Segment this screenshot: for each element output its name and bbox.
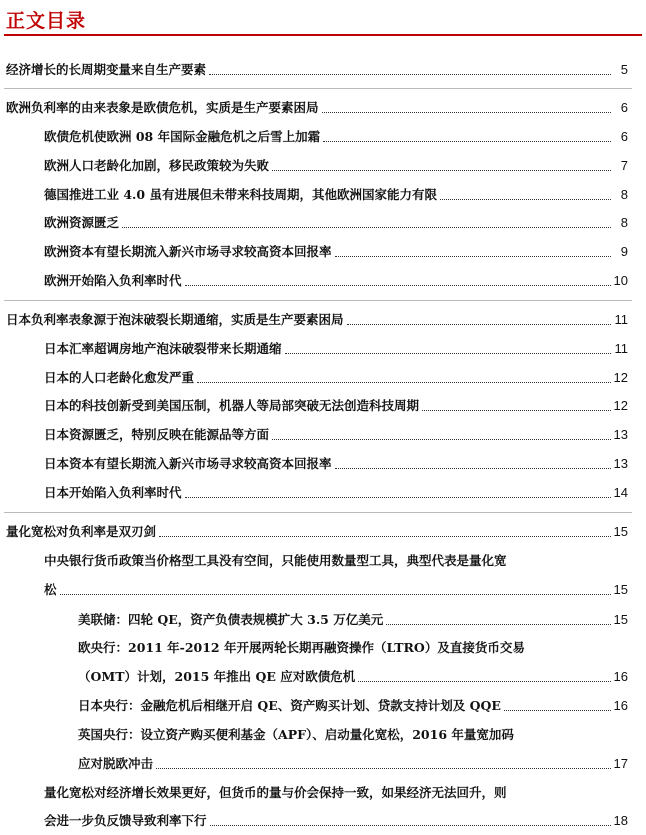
- toc-entry-text: 日本开始陷入负利率时代: [44, 485, 182, 500]
- toc-entry-text: 日本资源匮乏，特别反映在能源品等方面: [44, 427, 270, 442]
- toc-entry-japan-resources[interactable]: [44, 427, 628, 443]
- toc-entry-text: （OMT）计划，2015 年推出 QE 应对欧债危机: [78, 669, 356, 684]
- toc-entry-text-line2: [44, 813, 628, 829]
- section-divider: [4, 88, 632, 89]
- dot-leader: [504, 710, 611, 711]
- toc-entry-text: 欧洲人口老龄化加剧，移民政策较为失败: [44, 158, 270, 173]
- dot-leader: [272, 439, 611, 440]
- toc-entry-text-line2: [44, 582, 628, 598]
- toc-entry-text: 日本央行：金融危机后相继开启 QE、资产购买计划、贷款支持计划及 QQE: [78, 698, 501, 713]
- dot-leader: [285, 353, 611, 354]
- dot-leader: [60, 594, 611, 595]
- toc-entry-europe-debt-crisis[interactable]: [44, 129, 628, 145]
- toc-entry-text: 日本的科技创新受到美国压制，机器人等局部突破无法创造科技周期: [44, 398, 420, 413]
- toc-page-number: 11: [614, 312, 628, 327]
- dot-leader: [335, 468, 611, 469]
- toc-entry-japan-aging[interactable]: [44, 370, 628, 386]
- toc-page-number: 8: [620, 215, 628, 230]
- toc-entry-text-line1: 欧央行：2011 年-2012 年开展两轮长期再融资操作（LTRO）及直接货币交易: [78, 640, 525, 655]
- toc-entry-text: 会进一步负反馈导致利率下行: [44, 813, 207, 828]
- dot-leader: [422, 410, 611, 411]
- dot-leader: [272, 170, 611, 171]
- toc-entry-text-line2: [78, 756, 628, 772]
- dot-leader: [386, 624, 610, 625]
- toc-page-number: 5: [620, 62, 628, 77]
- heading-rule: [4, 34, 642, 36]
- toc-page-number: 15: [613, 582, 628, 597]
- dot-leader: [440, 199, 611, 200]
- toc-entry-text: 松: [44, 582, 57, 597]
- toc-page-number: 13: [613, 456, 628, 471]
- toc-entry-text: 德国推进工业 4.0 虽有进展但未带来科技周期，其他欧洲国家能力有限: [44, 187, 437, 202]
- toc-page-number: 16: [613, 698, 628, 713]
- toc-entry-japan-bubble[interactable]: [44, 341, 628, 357]
- toc-page-number: 9: [620, 244, 628, 259]
- dot-leader: [347, 324, 611, 325]
- toc-entry-growth-factors[interactable]: [6, 62, 628, 78]
- toc-entry-text: 应对脱欧冲击: [78, 756, 154, 771]
- toc-entry-europe[interactable]: [6, 100, 628, 116]
- toc-page-number: 6: [620, 100, 628, 115]
- toc-entry-text: 量化宽松对负利率是双刃剑: [6, 524, 157, 539]
- toc-page-number: 6: [620, 129, 628, 144]
- toc-entry-text: 日本的人口老龄化愈发严重: [44, 370, 195, 385]
- toc-entry-europe-capital[interactable]: [44, 244, 628, 260]
- toc-entry-japan-negative-rates[interactable]: [44, 485, 628, 501]
- toc-page-number: 10: [613, 273, 628, 288]
- toc-entry-text: 欧洲负利率的由来表象是欧债危机，实质是生产要素困局: [6, 100, 319, 115]
- toc-page-number: 16: [613, 669, 628, 684]
- toc-entry-text: 日本汇率超调房地产泡沫破裂带来长期通缩: [44, 341, 282, 356]
- toc-entry-japan-capital[interactable]: [44, 456, 628, 472]
- toc-page-number: 12: [613, 370, 628, 385]
- toc-entry-text: 日本资本有望长期流入新兴市场寻求较高资本回报率: [44, 456, 332, 471]
- toc-entry-japan-tech[interactable]: [44, 398, 628, 414]
- toc-entry-europe-resources[interactable]: [44, 215, 628, 231]
- section-divider: [4, 512, 632, 513]
- toc-page-number: 17: [613, 756, 628, 771]
- toc-page-number: 15: [613, 524, 628, 539]
- toc-entry-boj[interactable]: [78, 698, 628, 714]
- toc-page-number: 11: [614, 341, 628, 356]
- toc-entry-text: 日本负利率表象源于泡沫破裂长期通缩，实质是生产要素困局: [6, 312, 344, 327]
- dot-leader: [185, 497, 611, 498]
- toc-entry-qe[interactable]: [6, 524, 628, 540]
- toc-entry-text: 欧债危机使欧洲 08 年国际金融危机之后雪上加霜: [44, 129, 321, 144]
- toc-entry-europe-negative-rates[interactable]: [44, 273, 628, 289]
- dot-leader: [358, 681, 610, 682]
- dot-leader: [159, 536, 611, 537]
- dot-leader: [185, 285, 611, 286]
- toc-heading: 正文目录: [6, 10, 87, 32]
- toc-entry-text-line1: 量化宽松对经济增长效果更好，但货币的量与价会保持一致，如果经济无法回升，则: [44, 785, 507, 800]
- toc-entry-germany-industry[interactable]: [44, 187, 628, 203]
- dot-leader: [335, 256, 611, 257]
- toc-entry-text: 欧洲开始陷入负利率时代: [44, 273, 182, 288]
- section-divider: [4, 300, 632, 301]
- toc-page-number: 18: [613, 813, 628, 828]
- toc-entry-text: 美联储：四轮 QE，资产负债表规模扩大 3.5 万亿美元: [78, 612, 384, 627]
- toc-entry-japan[interactable]: [6, 312, 628, 328]
- dot-leader: [322, 112, 611, 113]
- toc-page-number: 12: [613, 398, 628, 413]
- toc-page-number: 15: [613, 612, 628, 627]
- toc-page-number: 7: [620, 158, 628, 173]
- toc-entry-text: 欧洲资本有望长期流入新兴市场寻求较高资本回报率: [44, 244, 332, 259]
- toc-page-number: 8: [620, 187, 628, 202]
- toc-entry-text-line1: 中央银行货币政策当价格型工具没有空间，只能使用数量型工具，典型代表是量化宽: [44, 553, 507, 568]
- toc-page-number: 14: [613, 485, 628, 500]
- dot-leader: [323, 141, 611, 142]
- dot-leader: [156, 768, 611, 769]
- dot-leader: [210, 825, 611, 826]
- toc-entry-text-line2: [78, 669, 628, 685]
- toc-entry-text: 经济增长的长周期变量来自生产要素: [6, 62, 207, 77]
- dot-leader: [209, 74, 611, 75]
- dot-leader: [197, 382, 611, 383]
- dot-leader: [122, 227, 611, 228]
- toc-entry-text: 欧洲资源匮乏: [44, 215, 120, 230]
- toc-entry-europe-aging[interactable]: [44, 158, 628, 174]
- toc-entry-fed[interactable]: [78, 612, 628, 628]
- toc-page-number: 13: [613, 427, 628, 442]
- toc-entry-text-line1: 英国央行：设立资产购买便利基金（APF）、启动量化宽松，2016 年量宽加码: [78, 727, 514, 742]
